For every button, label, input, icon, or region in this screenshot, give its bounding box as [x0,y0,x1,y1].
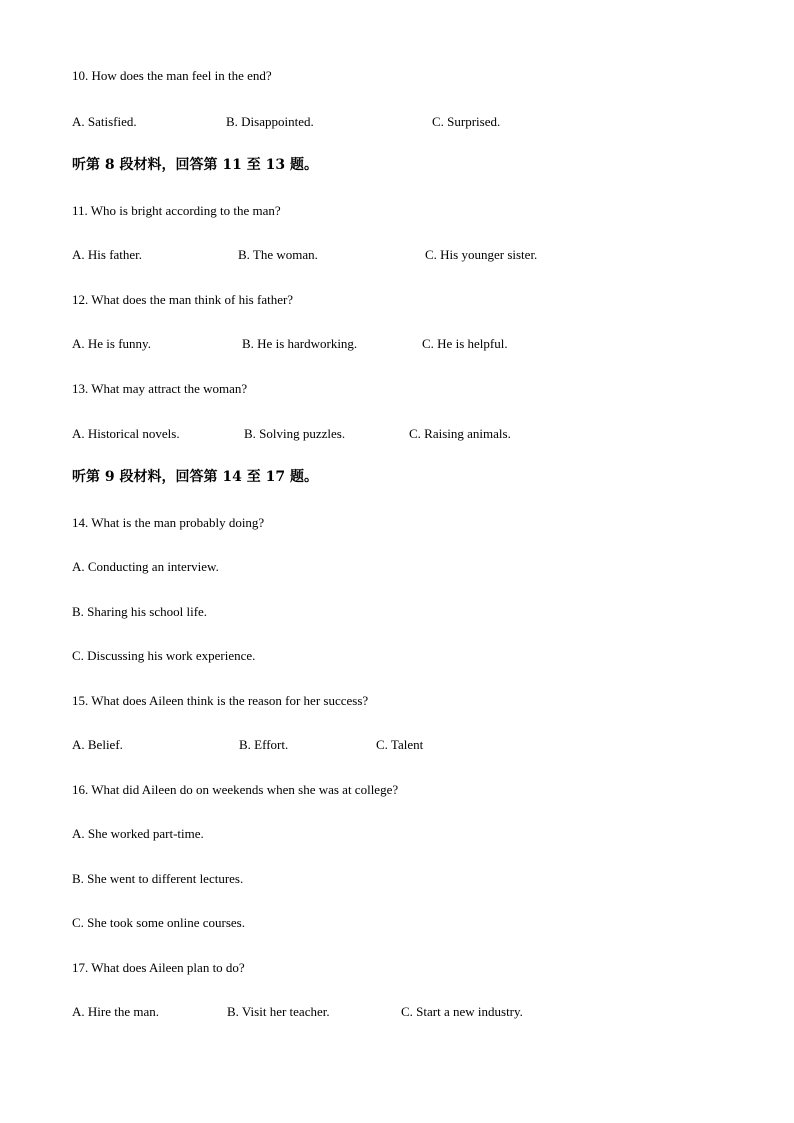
q16-option-c: C. She took some online courses. [72,915,245,930]
question-13: 13. What may attract the woman? [72,381,248,396]
section-heading-8: 听第 8 段材料，回答第 11 至 13 题。 [72,157,318,173]
q12-option-b: B. He is hardworking. [242,336,358,351]
q17-option-c: C. Start a new industry. [401,1004,523,1019]
question-15: 15. What does Aileen think is the reason for her success? [72,693,369,708]
q14-option-a: A. Conducting an interview. [72,559,219,574]
question-11: 11. Who is bright according to the man? [72,203,281,218]
q11-option-a: A. His father. [72,247,143,262]
question-17: 17. What does Aileen plan to do? [72,960,245,975]
q15-option-b: B. Effort. [239,737,289,752]
q14-option-c: C. Discussing his work experience. [72,648,256,663]
section-heading-9: 听第 9 段材料，回答第 14 至 17 题。 [72,469,318,485]
q13-option-a: A. Historical novels. [72,426,180,441]
q11-option-b: B. The woman. [238,247,318,262]
q16-option-b: B. She went to different lectures. [72,871,244,886]
q14-option-b: B. Sharing his school life. [72,604,208,619]
q10-option-b: B. Disappointed. [226,114,314,129]
q17-option-b: B. Visit her teacher. [227,1004,330,1019]
question-10: 10. How does the man feel in the end? [72,68,272,83]
q16-option-a: A. She worked part-time. [72,826,204,841]
q17-option-a: A. Hire the man. [72,1004,160,1019]
q13-option-b: B. Solving puzzles. [244,426,346,441]
question-14: 14. What is the man probably doing? [72,515,265,530]
q10-option-a: A. Satisfied. [72,114,137,129]
q12-option-a: A. He is funny. [72,336,151,351]
question-12: 12. What does the man think of his father? [72,292,294,307]
q15-option-c: C. Talent [376,737,424,752]
q10-option-c: C. Surprised. [432,114,501,129]
q12-option-c: C. He is helpful. [422,336,508,351]
q11-option-c: C. His younger sister. [425,247,538,262]
q15-option-a: A. Belief. [72,737,123,752]
q13-option-c: C. Raising animals. [409,426,511,441]
question-16: 16. What did Aileen do on weekends when she was at college? [72,782,399,797]
